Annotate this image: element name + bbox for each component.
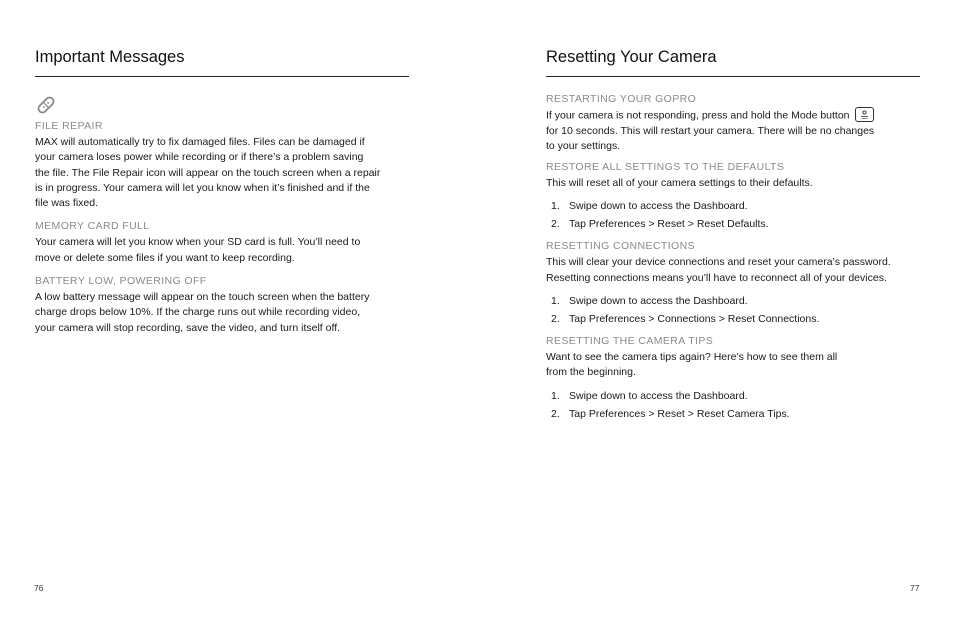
camera-tips-text: Want to see the camera tips again? Here’s how to see them all from the beginning. [546,351,838,379]
file-repair-text: MAX will automatically try to fix damaged files. Files can be damaged if your camera loses power while recording or if there’s a problem saving the file. The File Repair icon will appear on the touch screen when a repair is in progress. Your camera will let you know when it’s finished and if the file was fixed. [35,136,381,210]
section-title-file-repair: FILE REPAIR [35,120,103,132]
page-heading: Resetting Your Camera [546,48,717,66]
heading-divider [35,76,409,77]
memory-card-full-text: Your camera will let you know when your SD card is full. You’ll need to move or delete some files if you want to keep recording. [35,236,361,264]
section-title-restarting: RESTARTING YOUR GOPRO [546,93,697,105]
list-item: 1. Swipe down to access the Dashboard. [551,295,748,308]
page-number: 77 [910,583,920,593]
resetting-connections-steps [546,292,920,328]
right-page [546,0,920,618]
heading-divider [546,76,920,77]
file-repair-icon [35,94,57,116]
restore-defaults-steps [546,197,920,233]
battery-low-text: A low battery message will appear on the touch screen when the battery charge drops below 10%. If the charge runs out while recording video, your camera will stop recording, save the video, and turn itself off. [35,291,370,334]
section-title-restore-defaults: RESTORE ALL SETTINGS TO THE DEFAULTS [546,161,785,174]
left-content [35,94,409,336]
resetting-connections-text: This will clear your device connections and reset your camera’s password. Resetting connections means you’ll have to reconnect all of your devices. [546,256,891,284]
list-item: 2. Tap Preferences > Reset > Reset Camera Tips. [551,407,790,420]
list-item: 2. Tap Preferences > Connections > Reset Connections. [551,313,820,326]
restore-defaults-text: This will reset all of your camera settings to their defaults. [546,177,813,190]
right-content [546,93,920,423]
camera-tips-steps [546,387,920,423]
section-title-memory-card-full: MEMORY CARD FULL [35,220,150,233]
section-title-resetting-connections: RESETTING CONNECTIONS [546,240,695,253]
page-heading: Important Messages [35,48,185,66]
page-number: 76 [34,583,44,593]
section-title-battery-low: BATTERY LOW, POWERING OFF [35,275,207,288]
mode-button-icon [855,107,874,122]
section-title-camera-tips: RESETTING THE CAMERA TIPS [546,335,714,348]
restarting-text: If your camera is not responding, press and hold the Mode button for 10 seconds. This will restart your camera. There will be no changes to your settings. [546,108,920,154]
list-item: 1. Swipe down to access the Dashboard. [551,200,748,213]
list-item: 1. Swipe down to access the Dashboard. [551,389,748,402]
list-item: 2. Tap Preferences > Reset > Reset Defaults. [551,218,769,231]
left-page [35,0,409,618]
